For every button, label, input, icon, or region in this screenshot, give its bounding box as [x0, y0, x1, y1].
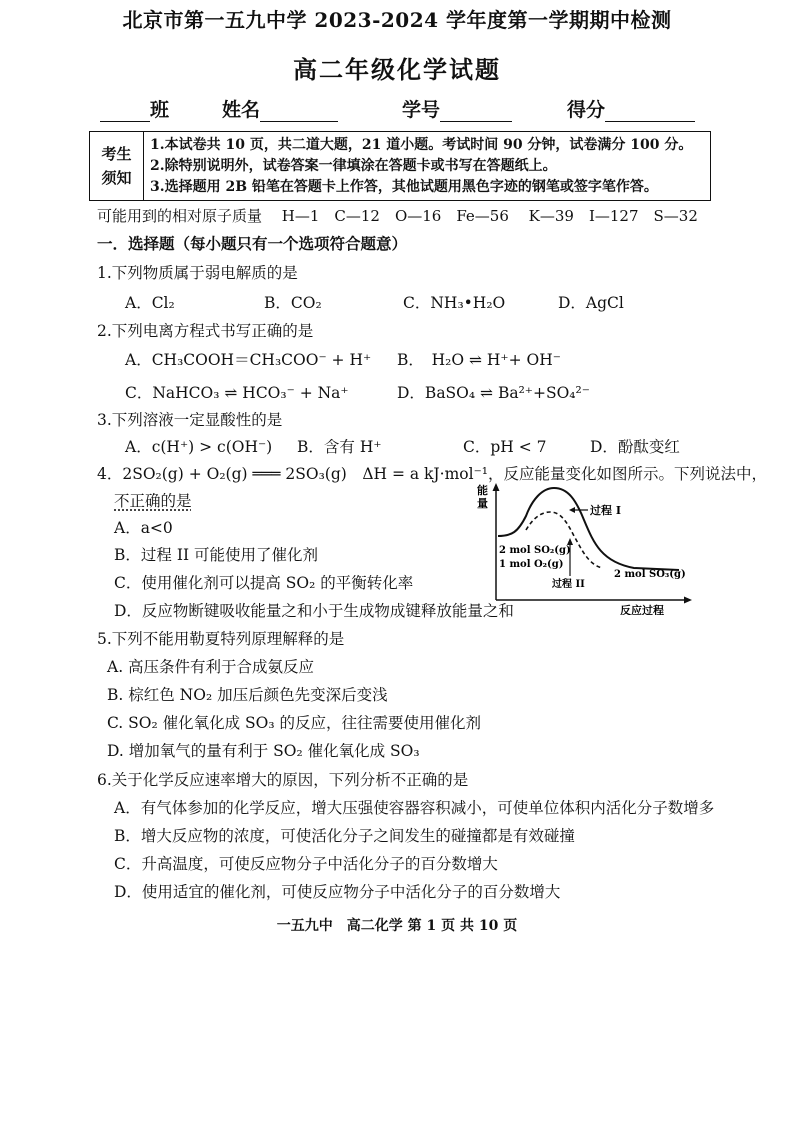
question-1-option-b: B．CO₂: [264, 294, 322, 312]
atomic-masses: 可能用到的相对原子质量 H—1 C—12 O—16 Fe—56 K—39 I—127 S—32: [97, 207, 698, 225]
question-4-option-c: C．使用催化剂可以提高 SO₂ 的平衡转化率: [114, 574, 414, 592]
score-blank: [605, 101, 695, 122]
question-1-option-d: D．AgCl: [558, 294, 624, 312]
question-5-option-b: B. 棕红色 NO₂ 加压后颜色先变深后变浅: [107, 686, 388, 704]
name-label: 姓名: [222, 99, 261, 121]
question-2-stem: 2.下列电离方程式书写正确的是: [97, 322, 314, 340]
name-blank: [260, 101, 338, 122]
score-field: [567, 95, 695, 122]
question-3-option-b: B．含有 H⁺: [297, 438, 382, 456]
notice-label-line2: 须知: [101, 169, 132, 187]
question-1-stem: 1.下列物质属于弱电解质的是: [97, 264, 298, 282]
question-3-stem: 3.下列溶液一定显酸性的是: [97, 411, 283, 429]
name-field: [222, 95, 338, 122]
question-6-option-b: B．增大反应物的浓度，可使活化分子之间发生的碰撞都是有效碰撞: [114, 827, 575, 845]
question-5-option-d: D. 增加氧气的量有利于 SO₂ 催化氧化成 SO₃: [107, 742, 420, 760]
student-id-field: [402, 95, 512, 122]
question-6-option-c: C．升高温度，可使反应物分子中活化分子的百分数增大: [114, 855, 498, 873]
notice-label: [90, 132, 144, 200]
question-4-option-b: B．过程 II 可能使用了催化剂: [114, 546, 318, 564]
notice-rule: 2.除特别说明外，试卷答案一律填涂在答题卡或书写在答题纸上。: [150, 158, 557, 174]
question-5-option-c: C. SO₂ 催化氧化成 SO₃ 的反应，往往需要使用催化剂: [107, 714, 482, 732]
process-2-pointer-arrow: [567, 538, 573, 545]
x-axis-arrow: [684, 597, 692, 604]
score-label: 得分: [567, 99, 606, 121]
class-blank: [100, 101, 150, 122]
question-3-option-a: A．c(H⁺) > c(OH⁻): [125, 438, 273, 456]
page-footer: 一五九中 高二化学 第 1 页 共 10 页: [276, 918, 518, 934]
process-1-label: 过程 I: [590, 504, 621, 517]
y-axis-label-1: 能: [477, 484, 488, 497]
question-2-option-a: A．CH₃COOH＝CH₃COO⁻ + H⁺: [125, 351, 372, 369]
product-label: 2 mol SO₃(g): [614, 569, 686, 580]
notice-box: [89, 131, 711, 201]
process-1-curve: [498, 488, 679, 570]
y-axis-arrow: [493, 483, 500, 491]
question-6-option-d: D．使用适宜的催化剂，可使反应物分子中活化分子的百分数增大: [114, 883, 561, 901]
energy-profile-diagram: [474, 480, 696, 615]
question-2-option-b: B． H₂O ⇌ H⁺+ OH⁻: [397, 351, 561, 369]
question-5-option-a: A. 高压条件有利于合成氨反应: [107, 658, 315, 676]
reactant-label-1: 2 mol SO₂(g): [499, 545, 571, 556]
question-6-stem: 6.关于化学反应速率增大的原因，下列分析不正确的是: [97, 771, 469, 789]
question-4-option-d: D．反应物断键吸收能量之和小于生成物成键释放能量之和: [114, 602, 514, 620]
class-field: [100, 95, 169, 122]
question-2-option-d: D．BaSO₄ ⇌ Ba²⁺+SO₄²⁻: [397, 384, 590, 402]
notice-rule: 3.选择题用 2B 铅笔在答题卡上作答，其他试题用黑色字迹的钢笔或签字笔作答。: [150, 179, 658, 195]
question-1-option-c: C．NH₃•H₂O: [403, 294, 506, 312]
question-1-option-a: A．Cl₂: [125, 294, 175, 312]
process-2-label: 过程 II: [552, 579, 585, 590]
question-5-stem: 5.下列不能用勒夏特列原理解释的是: [97, 630, 345, 648]
student-id-label: 学号: [402, 99, 441, 121]
section-title: 一．选择题（每小题只有一个选项符合题意）: [97, 234, 408, 253]
reactant-label-2: 1 mol O₂(g): [499, 559, 564, 570]
question-4-stem: 4．2SO₂(g) + O₂(g) ═══ 2SO₃(g) ΔH = a kJ·mol⁻¹，反应能量变化如图所示。下列说法中，: [97, 465, 767, 483]
question-4-stem-emphasis: 不正确的是: [114, 492, 192, 510]
question-2-option-c: C．NaHCO₃ ⇌ HCO₃⁻ + Na⁺: [125, 384, 349, 402]
question-4-option-a: A．a<0: [114, 519, 173, 537]
exam-subtitle: 高二年级化学试题: [293, 55, 501, 84]
x-axis-label: 反应过程: [620, 604, 664, 615]
question-3-option-c: C．pH < 7: [463, 438, 547, 456]
notice-label-line1: 考生: [101, 145, 132, 163]
question-3-option-d: D．酚酞变红: [590, 438, 680, 456]
notice-rules: [150, 135, 692, 198]
class-label: 班: [150, 99, 170, 121]
y-axis-label-2: 量: [477, 497, 488, 510]
student-id-blank: [440, 101, 512, 122]
question-6-option-a: A．有气体参加的化学反应，增大压强使容器容积减小，可使单位体积内活化分子数增多: [114, 799, 715, 817]
process-1-pointer-arrow: [569, 507, 575, 513]
exam-title: 北京市第一五九中学 2023-2024 学年度第一学期期中检测: [122, 8, 672, 32]
notice-rule: 1.本试卷共 10 页，共二道大题，21 道小题。考试时间 90 分钟，试卷满分 100 分。: [150, 137, 693, 153]
